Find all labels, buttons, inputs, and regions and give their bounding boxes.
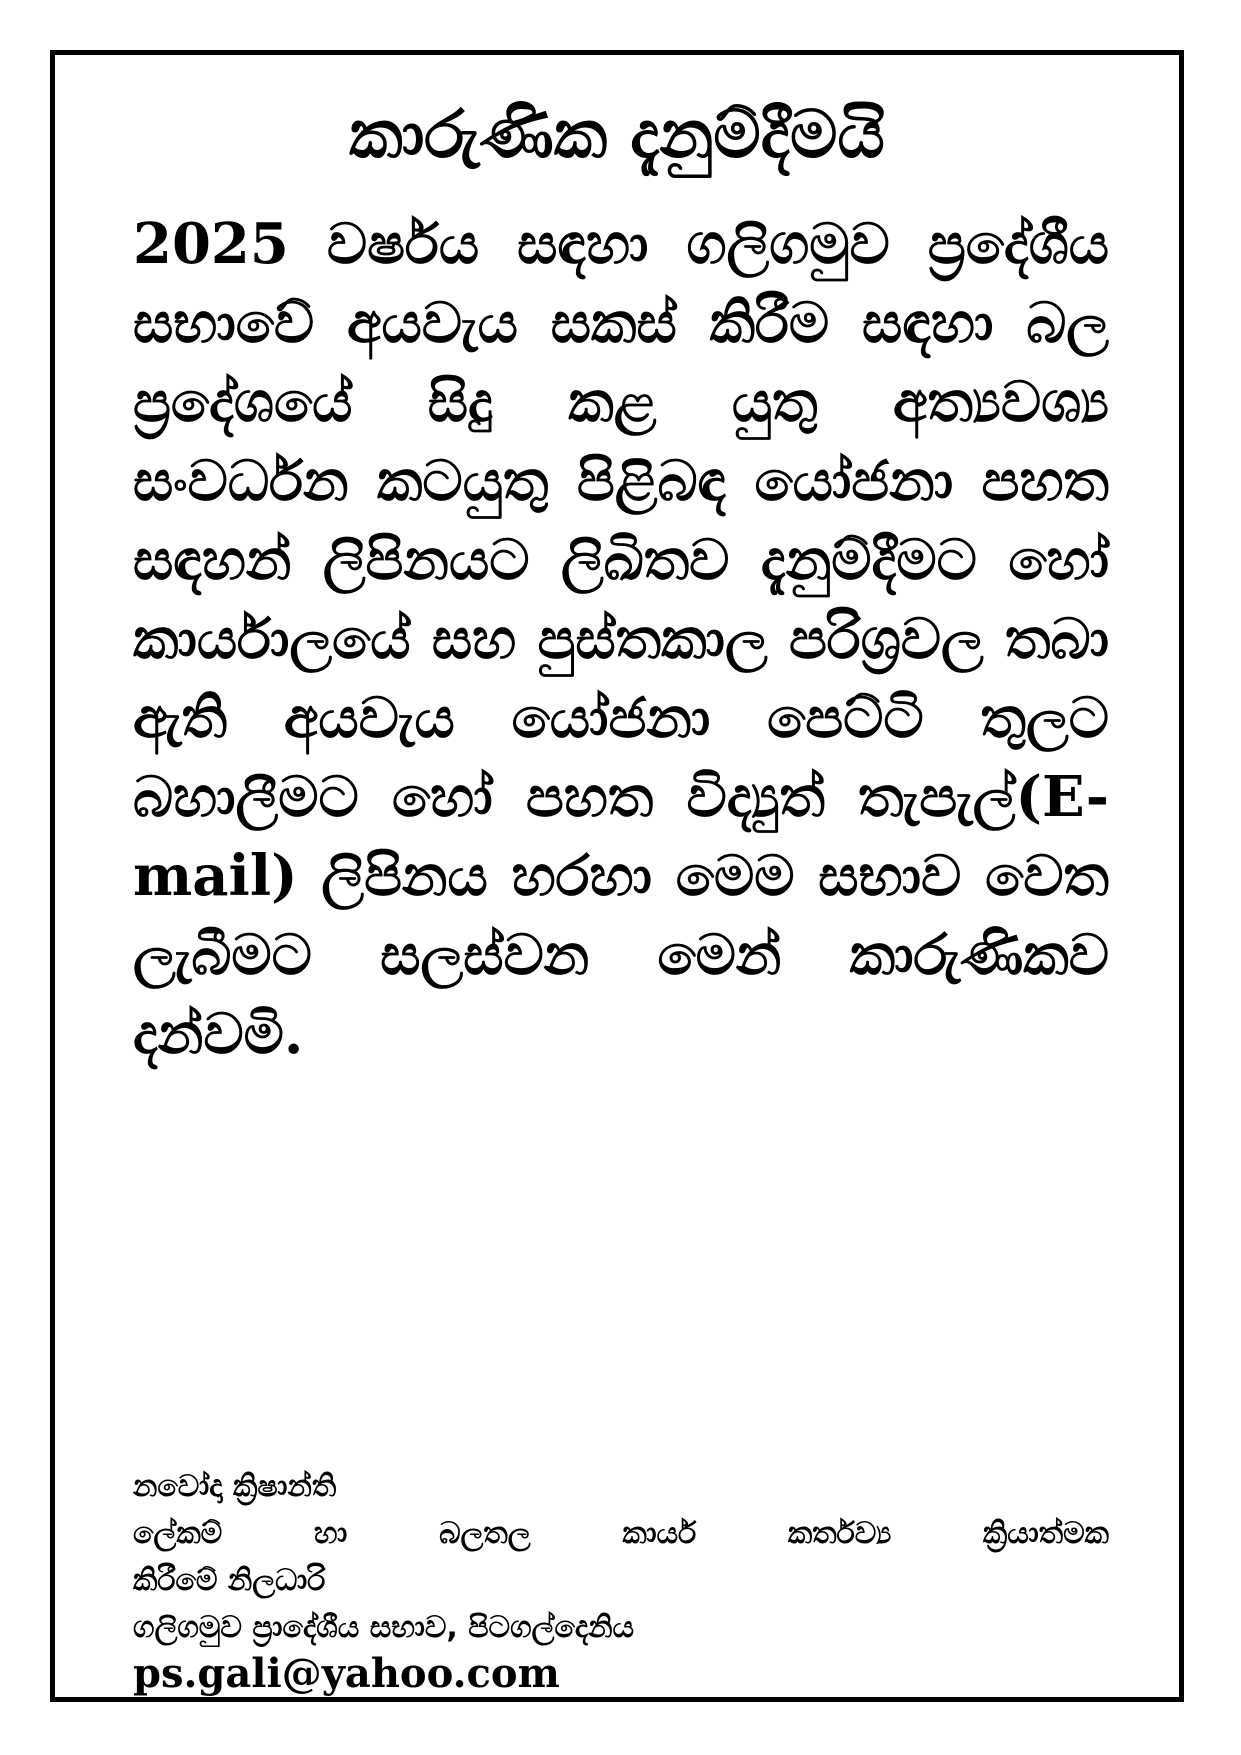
contact-email: ps.gali@yahoo.com <box>133 1650 560 1697</box>
signatory-designation-line1: ලේකම් හා බලතල කාර්ය කර්තව්‍ය ක්‍රියාත්මක <box>133 1516 1109 1551</box>
signatory-name: නවෝදා ක්‍රිෂාන්ති <box>133 1469 337 1504</box>
signatory-designation-line2: කිරීමේ නිලධාරි <box>133 1563 326 1598</box>
office-address: ගලිගමුව ප්‍රාදේශීය සභාව, පිටගල්දෙනිය <box>133 1610 635 1645</box>
notice-frame <box>50 50 1184 1702</box>
notice-title: කාරුණික දැනුම්දීමයි <box>349 95 885 173</box>
notice-body: 2025 වර්ෂය සඳහා ගලිගමුව ප්‍රදේශීය සභාවේ අයවැය සකස් කිරීම සඳහා බල ප්‍රදේශයේ සිදු කළ යුතු අත්‍යවශ්‍ය සංවර්ධන කටයුතු පිළිබඳ යෝජනා පහත සඳහන් ලිපිනයට ලිඛිතව දැනුම්දීමට හෝ කාර්යාලයේ සහ පුස්තකාල පරිශ්‍රවල තබා ඇති අයවැය යෝජනා පෙට්ටි තුලට බහාලීමට හෝ පහත විද්‍යුත් තැපැල්(E-mail) ලිපිනය හරහා මෙම සභාව වෙත ලැබීමට සලස්වන මෙන් කාරුණිකව දන්වමි. <box>133 211 1109 1067</box>
signature-block <box>133 1463 1109 1697</box>
